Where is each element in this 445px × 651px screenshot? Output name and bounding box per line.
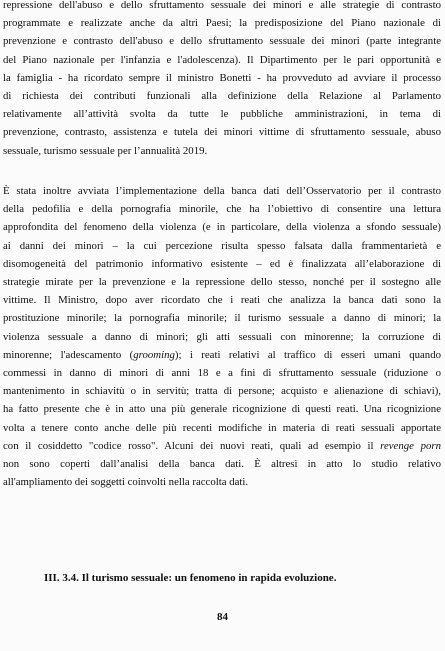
text-segment: ); i reati relativi al traffico di esseri umani quando [174,348,441,361]
text-line: di richiesta dei contributi funzionali alla definizione della Relazione al Parlamento [3,90,441,103]
text-line: mantenimento in schiavitù o in servitù; tratta di persone; acquisto e alienazione di schiavi), [3,385,441,398]
paragraph-1 [3,0,441,160]
text-line: prevenzione e contrasto dell'abuso e dello sfruttamento sessuale dei minori (parte integrante [3,35,441,48]
text-line: disomogeneità del patrimonio informativo esistente – ed è finalizzata all’elaborazione di [3,257,441,270]
text-line: prevenzione, contrasto, assistenza e tutela dei minori vittime di sfruttamento sessuale, abuso [3,126,441,139]
text-line: programmate e realizzate anche da altri Paesi; la predisposizione del Piano nazionale di [3,17,441,30]
text-line [3,437,441,455]
text-line: della pedofilia e della pornografia minorile, che ha l’obiettivo di consentire una lettura [3,203,441,216]
text-segment: con il cosiddetto "codice rosso". Alcuni dei nuovi reati, quali ad esempio il [3,439,381,452]
text-segment: minorenne; l'adescamento ( [3,348,134,361]
italic-term-grooming: grooming [133,348,175,361]
text-line: prostituzione minorile; la pornografia minorile; il turismo sessuale a danno di minori; la [3,312,441,325]
text-line: commessi in danno di minori di anni 18 e a fini di sfruttamento sessuale (riduzione o [3,367,441,380]
text-line: non sono coperti dall’analisi della banca dati. È altresì in atto lo studio relativo [3,458,441,471]
text-line: ai danni dei minori – la cui percezione risulta spesso falsata dalla frammentarietà e [3,239,441,252]
text-line: la famiglia - ha ricordato sempre il ministro Bonetti - ha provveduto ad avviare il processo [3,71,441,84]
italic-term-revenge-porn: revenge porn [380,439,441,452]
paragraph-2 [3,182,441,491]
text-line: sessuale, turismo sessuale per l’annualità 2019. [3,144,208,157]
text-line: strategie mirate per la prevenzione e la repressione dello stesso, nonché per il sostegno alle [3,276,441,289]
text-line: relativamente all’attività svolta da tutte le pubbliche amministrazioni, in tema di [3,108,441,121]
text-line: approfondita del fenomeno della violenza (e in particolare, della violenza a sfondo sessuale) [3,221,441,234]
text-line: ha fatto presente che è in atto una più generale ricognizione di questi reati. Una ricognizione [3,403,441,416]
text-line: all'ampliamento dei soggetti coinvolti nella raccolta dati. [3,476,249,489]
text-line: vittime. Il Ministro, dopo aver ricordato che i reati che analizza la banca dati sono la [3,294,441,307]
text-line: volta a tenere conto anche delle più recenti modifiche in materia di reati sessuali apportate [3,421,441,434]
text-line: repressione dell'abuso e dello sfruttamento sessuale dei minori e alle strategie di contrasto [3,0,441,11]
text-line [3,346,441,364]
page-number: 84 [217,611,228,623]
text-line: del Piano nazionale per l'infanzia e l'adolescenza). Il Dipartimento per le pari opportunità e [3,53,441,66]
text-line: È stata inoltre avviata l’implementazione della banca dati dell’Osservatorio per il contrasto [3,185,441,197]
text-line: violenza sessuale a danno di minori; gli atti sessuali con minorenne; la corruzione di [3,330,441,343]
section-heading: III. 3.4. Il turismo sessuale: un fenomeno in rapida evoluzione. [44,572,337,584]
